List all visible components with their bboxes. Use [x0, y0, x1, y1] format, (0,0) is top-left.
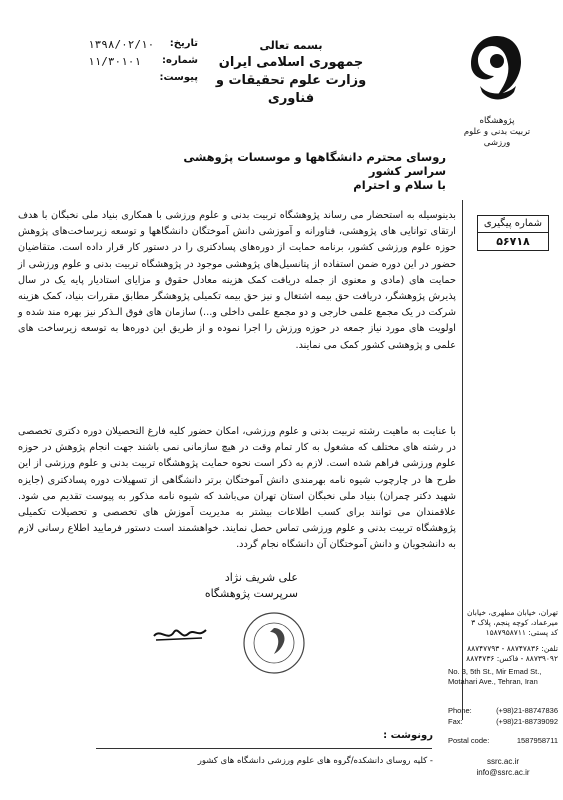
attachment-label: پیوست:: [159, 72, 198, 83]
tracking-number: ۵۶۷۱۸: [496, 235, 530, 248]
cc-separator: [96, 748, 432, 749]
address-fa-phone: تلفن: ۸۸۷۴۷۸۳۶ - ۸۸۷۴۷۷۹۳: [467, 644, 558, 653]
date-row: [88, 38, 198, 51]
attachment-row: [88, 72, 198, 83]
tracking-box: [477, 215, 549, 251]
letter-header: [196, 38, 386, 108]
signatory-name: علی شریف نژاد: [224, 571, 298, 584]
postal-label: Postal code:: [448, 736, 490, 745]
recipient-line: روسای محترم دانشگاهها و موسسات پژوهشی سراسر کشور: [183, 150, 446, 178]
date-value: ۱۳۹۸/۰۲/۱۰: [88, 38, 155, 51]
address-fa-fax: ۸۸۷۳۹۰۹۲ - فاکس: ۸۸۷۴۷۳۶: [466, 654, 558, 663]
address-block: [448, 608, 558, 687]
address-en-line-1: No. 3, 5th St., Mir Emad St.,: [448, 667, 542, 676]
greeting-line: با سلام و احترام: [353, 178, 446, 192]
phone-label: Phone:: [448, 706, 472, 715]
fax-row: [448, 716, 558, 727]
institute-logo: [452, 30, 542, 149]
logo-caption-1: پژوهشگاه: [479, 116, 515, 126]
fax-label: Fax:: [448, 717, 463, 726]
number-value: ۱۱/۳۰۱۰۱: [88, 55, 141, 68]
postal-value: 1587958711: [516, 736, 558, 745]
signatory-title: سرپرست پژوهشگاه: [204, 587, 298, 600]
date-label: تاریخ:: [169, 38, 198, 49]
cc-text: - کلیه روسای دانشکده/گروه های علوم ورزشی دانشگاه های کشور: [197, 756, 433, 766]
number-row: [88, 55, 198, 68]
institute-seal-stamp: [224, 608, 324, 678]
phone-row: [448, 705, 558, 716]
body-paragraph-2: با عنایت به ماهیت رشته تربیت بدنی و علوم ورزشی، امکان حضور کلیه فارغ التحصیلان دوره دکتری تخصصی در رشته های مختلف که مشغول به کار تمام وقت در هیچ سازمانی نمی باشند جهت انجام پژوهش در حوزه علوم ورزشی فراهم شده است. لازم به ذکر است نحوه حمایت پژوهشگاه تربیت بدنی و علوم ورزشی از این طرح ها در چارچوب شیوه نامه بهرمندی دانش آموختگان برتر دانشگاهی از تسهیلات دوره پسادکتری (جایزه شهید دکتر چمران) بنیاد ملی نخبگان استان تهران می‌باشد که شیوه نامه مذکور به پیوست تقدیم می شود. علاقمندان می توانند برای کسب اطلاعات بیشتر به مدیریت آموزش های تخصصی و تحصیلات تکمیلی پژوهشگاه تربیت بدنی و علوم ورزشی تماس حصل نمایند. خواهشمند است دستور فرمایید اطلاع رسانی لازم به دانشجویان و دانش آموختگان آن دانشگاه نجام گردد.: [18, 426, 456, 551]
signature-block: [128, 571, 308, 690]
cc-label: رونوشت :: [383, 730, 433, 741]
phone-value: (+98)21-88747836: [496, 706, 558, 715]
ministry-text: وزارت علوم تحقیقات و فناوری: [215, 73, 367, 106]
website-link[interactable]: ssrc.ac.ir: [487, 757, 519, 766]
republic-text: جمهوری اسلامی ایران: [218, 55, 364, 70]
body-paragraph-1: بدینوسیله به استحضار می رساند پژوهشگاه تربیت بدنی و علوم ورزشی با همکاری بنیاد ملی نخبگان با هدف ارتقای توانایی های پژوهشی، فناورانه و آموزشی دانش آموختگان دانشگاهها و توسعه زیرساخت‌های پژوهش حوزه علوم ورزشی کشور، برنامه حمایت از دوره‌های پسادکتری را در دستور کار قرار داده است. متقاضیان حضور در این دوره ضمن استفاده از پتانسیل‌های پژوهشی موجود در پژوهشگاه تربیت بدنی و علوم ورزشی از حمایت های (مادی و معنوی از جمله دریافت کمک هزینه معادل حقوق و مزایای استادیار پایه یک در سال پذیرش پژوهشگر، دریافت حق بیمه اشتغال و نیز حق بیمه تکمیلی پژوهشگر مطابق مقررات بنیاد، کمک هزینه شرکت در یک مجمع علمی خارجی و دو مجمع علمی داخلی و...) سازمان های فوق الـذکر نیز بهره مند شده و اولویت های مورد نیاز جمعه در حوزه ورزش را اجرا نموده و از طریق این دوره‌ها به توسعه زیرساخت های علمی و پژوهشی کشور کمک می نمایند.: [18, 210, 456, 351]
email-link[interactable]: info@ssrc.ac.ir: [476, 768, 530, 777]
postal-row: [448, 735, 558, 746]
address-fa-postal: کد پستی: ۱۵۸۷۹۵۸۷۱۱: [485, 628, 558, 637]
tracking-label: شماره پیگیری: [478, 216, 548, 233]
contact-block: [448, 705, 558, 778]
handwritten-signature: [150, 618, 210, 648]
bismillah-text: بسمه تعالی: [259, 39, 323, 52]
address-fa-line-1: تهران، خیابان مطهری، خیابان: [466, 608, 558, 617]
address-fa-line-2: میرعماد، کوچه پنجم، پلاک ۳: [471, 618, 558, 627]
logo-caption-2: تربیت بدنی و علوم ورزشی: [463, 127, 531, 148]
letter-meta: [88, 38, 198, 83]
address-en-line-2: Motahari Ave., Tehran, Iran: [448, 677, 538, 686]
fax-value: (+98)21-88739092: [496, 717, 558, 726]
institute-logo-icon: [466, 30, 528, 112]
number-label: شماره:: [162, 55, 198, 66]
